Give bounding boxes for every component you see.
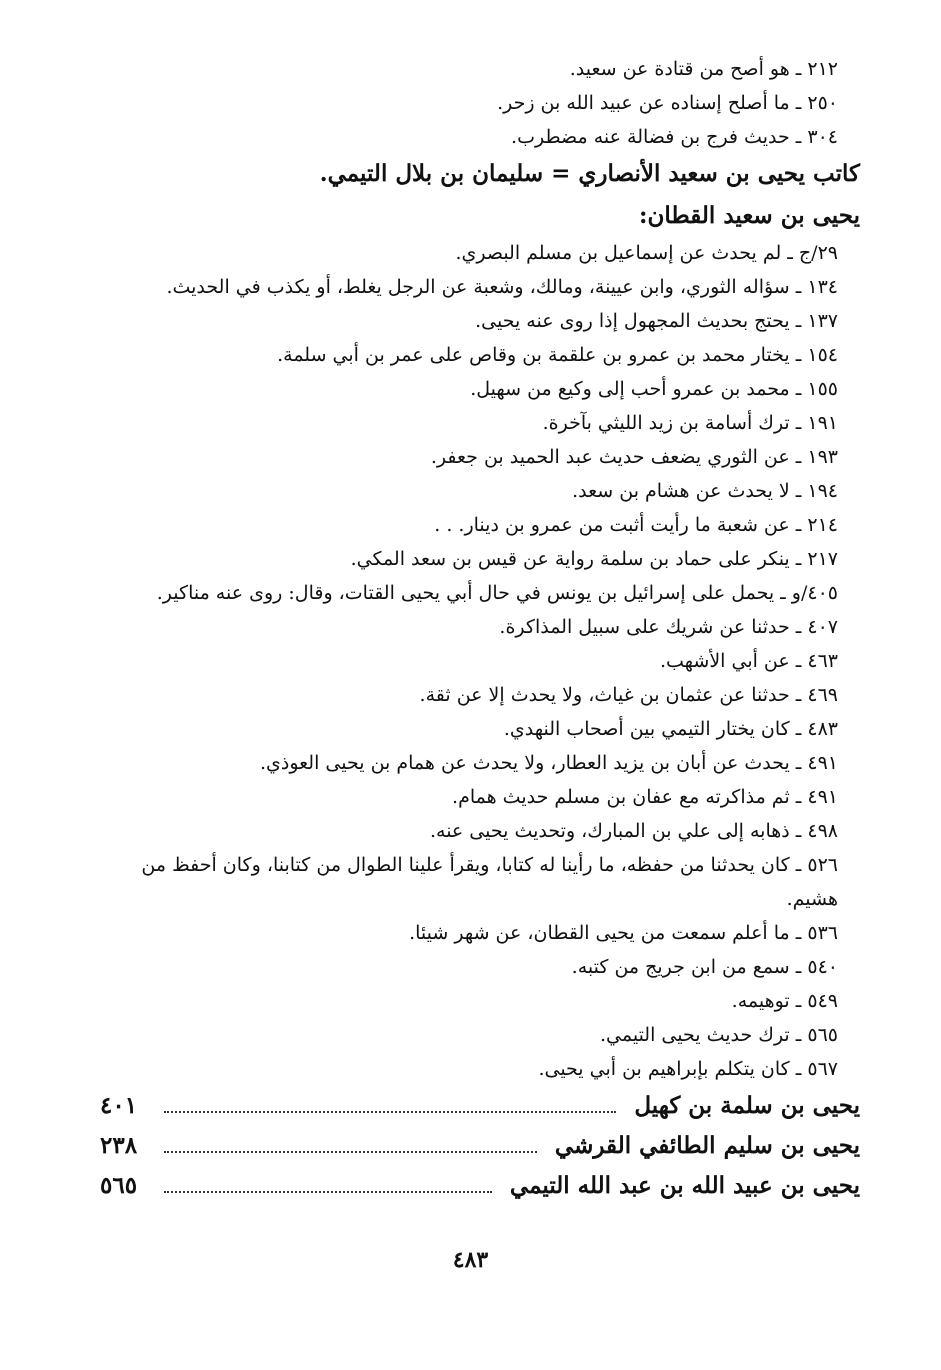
entry-line: ٥٤٠ ـ سمع من ابن جريج من كتبه. <box>571 956 838 978</box>
dot-leader <box>164 1150 537 1153</box>
entry-line: ٤٠٥/و ـ يحمل على إسرائيل بن يونس في حال أبي يحيى القتات، وقال: روى عنه مناكير. <box>156 582 838 604</box>
entry-line: ١٩٣ ـ عن الثوري يضعف حديث عبد الحميد بن جعفر. <box>430 446 838 468</box>
toc-entry-name: يحيى بن سليم الطائفي القرشي <box>554 1132 860 1159</box>
toc-entry <box>100 1126 860 1166</box>
entry-line: ٥٣٦ ـ ما أعلم سمعت من يحيى القطان، عن شهر شيئا. <box>409 922 838 944</box>
entry-line: ٤٩٨ ـ ذهابه إلى علي بن المبارك، وتحديث يحيى عنه. <box>429 820 838 842</box>
entry-line: ٢١٢ ـ هو أصح من قتادة عن سعيد. <box>569 58 838 80</box>
toc-entry-name: يحيى بن سلمة بن كهيل <box>634 1092 860 1119</box>
entry-line: ١٣٧ ـ يحتج بحديث المجهول إذا روى عنه يحيى. <box>475 310 838 332</box>
entry-line: ١٩١ ـ ترك أسامة بن زيد الليثي بآخرة. <box>542 412 838 434</box>
entry-line: ٢١٤ ـ عن شعبة ما رأيت أثبت من عمرو بن دينار. . . <box>434 514 838 536</box>
entry-line: ١٣٤ ـ سؤاله الثوري، وابن عيينة، ومالك، وشعبة عن الرجل يغلط، أو يكذب في الحديث. <box>166 276 838 298</box>
entry-line: ٤٩١ ـ يحدث عن أبان بن يزيد العطار، ولا يحدث عن همام بن يحيى العوذي. <box>259 752 838 774</box>
toc-entry-page: ٥٦٥ <box>100 1172 138 1199</box>
entry-line-wrapped: ٥٢٦ ـ كان يحدثنا من حفظه، ما رأينا له كتابا، ويقرأ علينا الطوال من كتابنا، وكان أحفظ من هشيم. <box>141 854 838 910</box>
entry-line: ٤٦٩ ـ حدثنا عن عثمان بن غياث، ولا يحدث إلا عن ثقة. <box>419 684 838 706</box>
entry-line: ٢٩/ج ـ لم يحدث عن إسماعيل بن مسلم البصري. <box>455 242 838 264</box>
entry-line: ٤٦٣ ـ عن أبي الأشهب. <box>659 650 838 672</box>
heading-katib: كاتب يحيى بن سعيد الأنصاري = سليمان بن بلال التيمي. <box>319 160 860 187</box>
toc-entry-page: ٢٣٨ <box>100 1132 138 1159</box>
toc-entry <box>100 1086 860 1126</box>
page-number: ٤٨٣ <box>452 1247 489 1273</box>
toc-entry-name: يحيى بن عبيد الله بن عبد الله التيمي <box>509 1172 860 1199</box>
entry-line: ٢١٧ ـ ينكر على حماد بن سلمة رواية عن قيس بن سعد المكي. <box>350 548 838 570</box>
entry-line: ١٩٤ ـ لا يحدث عن هشام بن سعد. <box>572 480 838 502</box>
entry-line: ١٥٥ ـ محمد بن عمرو أحب إلى وكيع من سهيل. <box>470 378 838 400</box>
index-page <box>100 52 860 1206</box>
entry-line: ٢٥٠ ـ ما أصلح إسناده عن عبيد الله بن زحر. <box>497 92 838 114</box>
entry-line: ٥٦٥ ـ ترك حديث يحيى التيمي. <box>599 1024 838 1046</box>
entry-line: ٤٩١ ـ ثم مذاكرته مع عفان بن مسلم حديث همام. <box>452 786 838 808</box>
dot-leader <box>164 1190 492 1193</box>
heading-yahya-al-qattan: يحيى بن سعيد القطان: <box>639 202 860 229</box>
entry-line: ٣٠٤ ـ حديث فرج بن فضالة عنه مضطرب. <box>511 126 838 148</box>
entry-line: ٤٨٣ ـ كان يختار التيمي بين أصحاب النهدي. <box>503 718 838 740</box>
toc-entry <box>100 1166 860 1206</box>
entry-line: ٤٠٧ ـ حدثنا عن شريك على سبيل المذاكرة. <box>499 616 838 638</box>
entry-line: ٥٤٩ ـ توهيمه. <box>731 990 838 1012</box>
entry-line: ١٥٤ ـ يختار محمد بن عمرو بن علقمة بن وقاص على عمر بن أبي سلمة. <box>277 344 838 366</box>
toc-entry-page: ٤٠١ <box>100 1092 138 1119</box>
dot-leader <box>164 1110 616 1113</box>
entry-line: ٥٦٧ ـ كان يتكلم بإبراهيم بن أبي يحيى. <box>538 1058 838 1080</box>
